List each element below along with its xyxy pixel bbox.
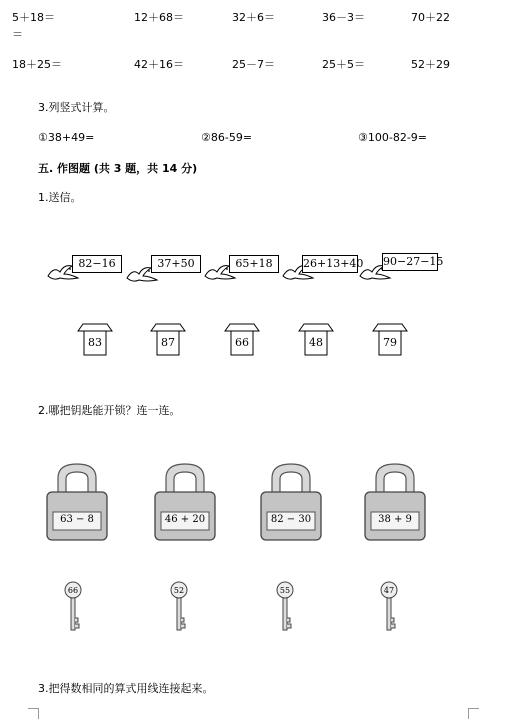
letter-card: 90−27−15 xyxy=(382,253,438,271)
expression: 12＋68＝ xyxy=(134,11,184,24)
key-label: 47 xyxy=(383,586,395,595)
padlock-label: 63 − 8 xyxy=(60,514,94,525)
house-number: 79 xyxy=(383,336,397,349)
house xyxy=(372,322,408,358)
expression: 5＋18＝ xyxy=(12,11,55,24)
section-title: 五. 作图题 (共 3 题，共 14 分) xyxy=(38,162,198,175)
problem-title: 3.把得数相同的算式用线连接起来。 xyxy=(38,682,214,695)
key-label: 52 xyxy=(173,586,185,595)
house xyxy=(77,322,113,358)
letter-card: 82−16 xyxy=(72,255,122,273)
padlock-label: 38 + 9 xyxy=(378,514,412,525)
padlock-icon xyxy=(362,460,428,546)
padlock-icon xyxy=(258,460,324,546)
key xyxy=(276,580,294,634)
house xyxy=(298,322,334,358)
expression: 25－7＝ xyxy=(232,58,275,71)
problem-title: 1.送信。 xyxy=(38,191,82,204)
expression: 52＋29 xyxy=(411,58,450,71)
house xyxy=(224,322,260,358)
padlock-label: 46 + 20 xyxy=(164,514,206,525)
expression: 25＋5＝ xyxy=(322,58,365,71)
letter-card: 26+13+40 xyxy=(302,255,358,273)
letter-card: 37+50 xyxy=(151,255,201,273)
padlock xyxy=(258,460,324,546)
corner-mark-bottom-left xyxy=(28,708,39,719)
expression-wrap: ＝ xyxy=(12,28,23,41)
key xyxy=(380,580,398,634)
key-label: 55 xyxy=(279,586,291,595)
vertical-calc-item: ②86-59= xyxy=(201,131,253,144)
padlock-icon xyxy=(152,460,218,546)
question-title: 3.列竖式计算。 xyxy=(38,101,115,114)
house-number: 48 xyxy=(309,336,323,349)
letter-card: 65+18 xyxy=(229,255,279,273)
expression: 42＋16＝ xyxy=(134,58,184,71)
key-label: 66 xyxy=(67,586,79,595)
house-number: 66 xyxy=(235,336,249,349)
house xyxy=(150,322,186,358)
corner-mark-bottom-right xyxy=(468,708,479,719)
expression: 70＋22 xyxy=(411,11,450,24)
padlock xyxy=(44,460,110,546)
key xyxy=(170,580,188,634)
padlock-label: 82 − 30 xyxy=(270,514,312,525)
expression: 18＋25＝ xyxy=(12,58,62,71)
expression: 36－3＝ xyxy=(322,11,365,24)
vertical-calc-item: ①38+49= xyxy=(38,131,95,144)
key xyxy=(64,580,82,634)
problem-title: 2.哪把钥匙能开锁？连一连。 xyxy=(38,404,181,417)
vertical-calc-item: ③100-82-9= xyxy=(358,131,428,144)
padlock xyxy=(152,460,218,546)
expression: 32＋6＝ xyxy=(232,11,275,24)
padlock-icon xyxy=(44,460,110,546)
padlock xyxy=(362,460,428,546)
house-number: 83 xyxy=(88,336,102,349)
house-number: 87 xyxy=(161,336,175,349)
